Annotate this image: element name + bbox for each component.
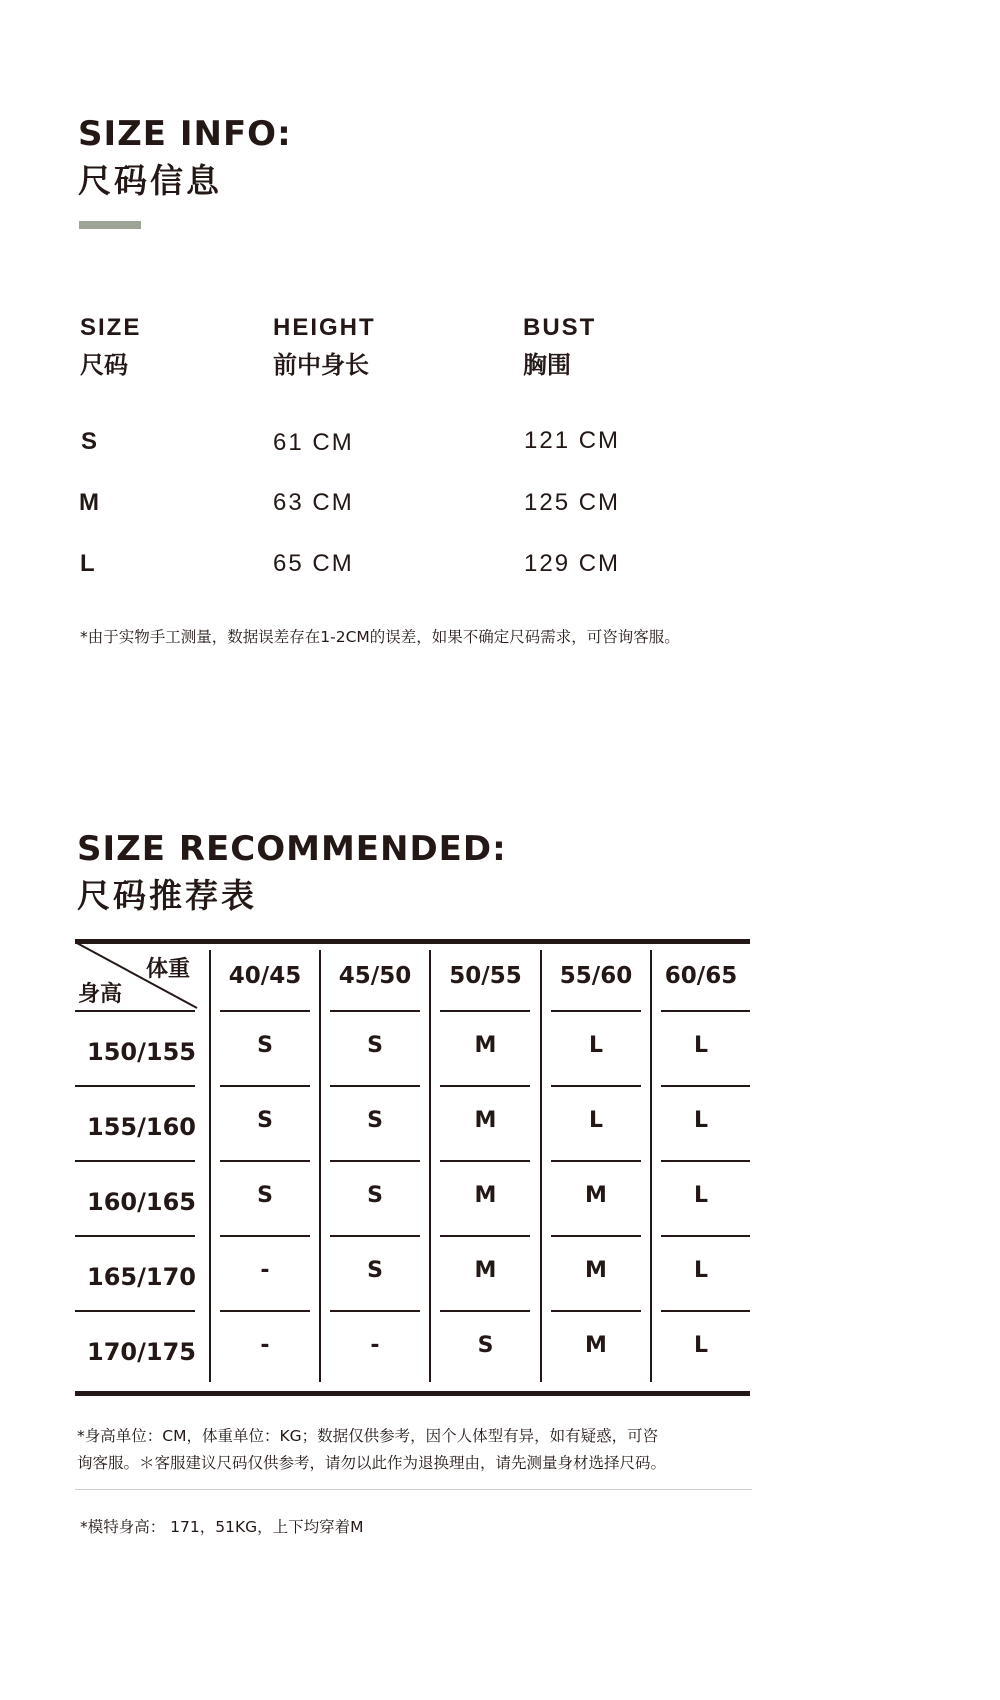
corner-height-label: 身高 [78,982,123,1007]
size-recommended-title-cn: 尺码推荐表 [77,876,257,915]
row-separator [661,1235,750,1237]
size-cell: L [693,1033,709,1058]
corner-weight-label: 体重 [146,957,191,982]
weight-col-header: 50/55 [449,963,522,989]
row-separator [75,1085,195,1087]
height-row-header: 165/170 [87,1263,196,1291]
size-cell: S [367,1108,383,1133]
col-header-size-cn: 尺码 [80,351,128,379]
row-separator [220,1085,310,1087]
row-separator [330,1310,420,1312]
weight-col-header: 40/45 [228,963,302,989]
model-note: *模特身高： 171，51KG，上下均穿着M [80,1518,364,1536]
weight-col-header: 55/60 [559,963,633,989]
size-row-label: M [79,489,99,516]
title-accent-bar [79,221,141,229]
size-row-height: 61 CM [273,429,354,456]
col-header-bust-cn: 胸围 [523,351,571,379]
row-separator [551,1010,641,1012]
row-separator [551,1310,641,1312]
row-separator [75,1010,195,1012]
size-recommended-title-en: SIZE RECOMMENDED: [77,829,507,869]
size-cell: L [693,1183,709,1208]
size-cell: - [260,1333,270,1358]
row-separator [220,1235,310,1237]
size-row-label: L [80,550,95,577]
row-separator [551,1160,641,1162]
weight-col-header: 45/50 [338,963,412,989]
size-cell: M [474,1258,497,1283]
column-divider [429,950,431,1382]
size-cell: S [477,1333,494,1358]
size-cell: S [257,1108,273,1133]
weight-col-header: 60/65 [664,963,738,989]
row-separator [551,1235,641,1237]
size-cell: M [474,1108,497,1133]
row-separator [330,1010,420,1012]
height-row-header: 160/165 [87,1188,196,1216]
size-cell: L [588,1108,604,1133]
column-divider [209,950,211,1382]
row-separator [440,1235,530,1237]
row-separator [440,1310,530,1312]
size-cell: L [588,1033,604,1058]
size-cell: M [474,1033,497,1058]
size-row-bust: 121 CM [524,427,621,454]
column-divider [319,950,321,1382]
row-separator [330,1235,420,1237]
size-cell: S [367,1258,383,1283]
size-row-bust: 129 CM [524,550,621,577]
size-cell: M [585,1333,607,1358]
size-row-bust: 125 CM [524,489,621,516]
size-info-title-en: SIZE INFO: [78,114,292,154]
size-cell: - [260,1258,270,1283]
row-separator [551,1085,641,1087]
size-cell: M [585,1183,607,1208]
col-header-bust-en: BUST [523,314,597,341]
row-separator [440,1010,530,1012]
size-cell: - [370,1333,380,1358]
row-separator [661,1010,750,1012]
size-recommended-note-line2: 询客服。＊客服建议尺码仅供参考，请勿以此作为退换理由，请先测量身材选择尺码。 [77,1454,667,1472]
height-row-header: 155/160 [87,1113,196,1141]
column-divider [650,950,652,1382]
column-divider [540,950,542,1382]
size-cell: S [367,1033,383,1058]
row-separator [661,1310,750,1312]
size-row-label: S [81,428,98,455]
size-row-height: 65 CM [273,550,354,577]
height-row-header: 170/175 [87,1338,196,1366]
row-separator [661,1160,750,1162]
col-header-height-cn: 前中身长 [273,351,369,379]
row-separator [440,1085,530,1087]
size-cell: S [257,1183,273,1208]
size-cell: M [585,1258,607,1283]
row-separator [330,1085,420,1087]
row-separator [220,1160,310,1162]
size-cell: L [693,1333,709,1358]
col-header-size-en: SIZE [80,314,142,341]
size-info-note: *由于实物手工测量，数据误差存在1-2CM的误差，如果不确定尺码需求，可咨询客服。 [80,628,680,646]
note-divider [75,1489,752,1490]
row-separator [220,1010,310,1012]
row-separator [330,1160,420,1162]
size-cell: M [474,1183,497,1208]
row-separator [220,1310,310,1312]
row-separator [661,1085,750,1087]
size-cell: S [257,1033,273,1058]
row-separator [440,1160,530,1162]
size-cell: L [693,1258,709,1283]
row-separator [75,1160,195,1162]
size-cell: S [367,1183,383,1208]
size-recommended-note-line1: *身高单位：CM，体重单位：KG；数据仅供参考，因个人体型有异，如有疑惑，可咨 [77,1427,659,1445]
size-info-title-cn: 尺码信息 [78,161,222,200]
col-header-height-en: HEIGHT [273,314,376,341]
size-row-height: 63 CM [273,489,354,516]
table-bottom-rule [75,1391,750,1396]
row-separator [75,1235,195,1237]
height-row-header: 150/155 [87,1038,196,1066]
row-separator [75,1310,195,1312]
size-cell: L [693,1108,709,1133]
